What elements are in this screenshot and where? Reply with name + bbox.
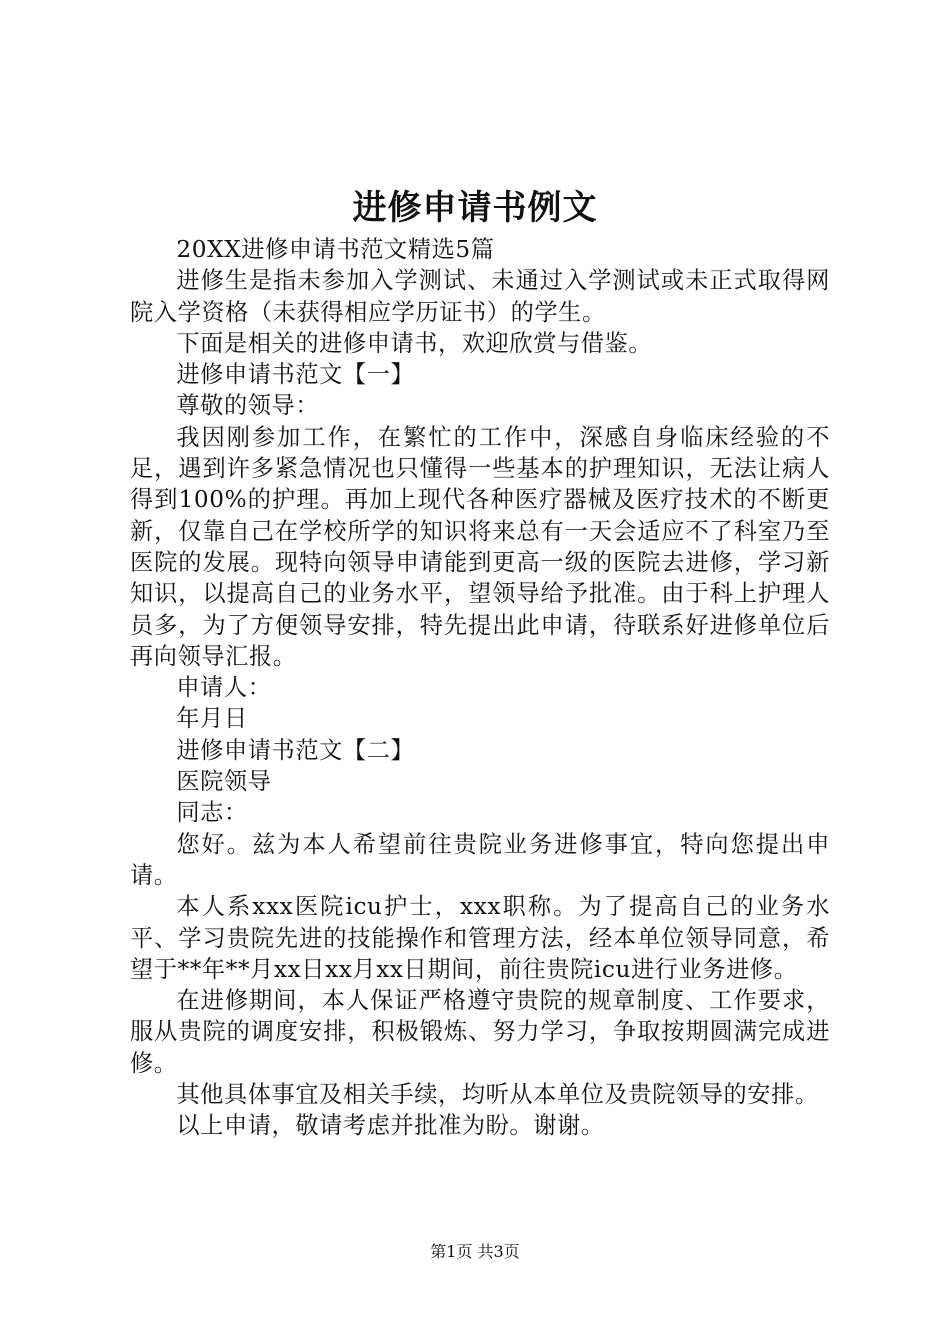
paragraph-self-intro: 本人系xxx医院icu护士，xxx职称。为了提高自己的业务水平、学习贵院先进的技能操作和管理方法，经本单位领导同意，希望于**年**月xx日xx月xx日期间，前往贵院icu进行业务进修。 [130, 893, 830, 983]
document-body [130, 234, 830, 1142]
paragraph-body-one: 我因刚参加工作，在繁忙的工作中，深感自身临床经验的不足，遇到许多紧急情况也只懂得一些基本的护理知识，无法让病人得到100%的护理。再加上现代各种医疗器械及医疗技术的不断更新，仅靠自己在学校所学的知识将来总有一天会适应不了科室乃至医院的发展。现特向领导申请能到更高一级的医院去进修，学习新知识，以提高自己的业务水平，望领导给予批准。由于科上护理人员多，为了方便领导安排，特先提出此申请，待联系好进修单位后再向领导汇报。 [130, 423, 830, 670]
section-heading-one: 进修申请书范文【一】 [176, 361, 415, 389]
paragraph-arrangements: 其他具体事宜及相关手续，均听从本单位及贵院领导的安排。 [176, 1081, 819, 1109]
page-indicator: 第1页 共3页 [430, 1242, 520, 1261]
paragraph-lead-in: 下面是相关的进修申请书，欢迎欣赏与借鉴。 [176, 329, 653, 357]
paragraph-definition: 进修生是指未参加入学测试、未通过入学测试或未正式取得网院入学资格（未获得相应学历证书）的学生。 [130, 267, 830, 326]
paragraph-intro-heading: 20XX进修申请书范文精选5篇 [176, 236, 495, 263]
addressee-line: 医院领导 [176, 768, 272, 796]
applicant-label: 申请人： [176, 674, 272, 702]
date-label: 年月日 [176, 705, 248, 733]
section-heading-two: 进修申请书范文【二】 [176, 736, 415, 764]
document-title: 进修申请书例文 [352, 188, 598, 228]
paragraph-closing: 以上申请，敬请考虑并批准为盼。谢谢。 [176, 1112, 605, 1140]
paragraph-commitment: 在进修期间，本人保证严格遵守贵院的规章制度、工作要求，服从贵院的调度安排，积极锻炼、努力学习，争取按期圆满完成进修。 [130, 987, 830, 1077]
salutation-one: 尊敬的领导： [176, 392, 320, 420]
paragraph-greeting: 您好。兹为本人希望前往贵院业务进修事宜，特向您提出申请。 [130, 830, 830, 889]
salutation-two: 同志： [176, 799, 248, 827]
